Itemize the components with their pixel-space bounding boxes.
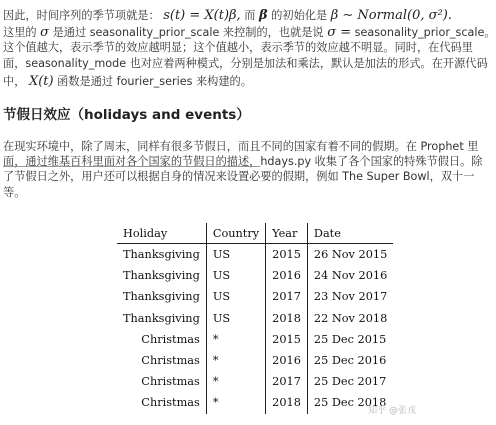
cell-country: US	[206, 308, 265, 329]
intro-line-5	[0, 74, 474, 89]
para-text: 收集了各个国家的特殊节假日。除	[311, 155, 483, 169]
cell-country: US	[206, 244, 265, 266]
intro-text: 因此，时间序列的季节项就是：	[3, 9, 160, 22]
beta-symbol: β	[259, 8, 268, 23]
cell-country: US	[206, 286, 265, 307]
intro-text: 中，	[3, 74, 26, 88]
intro-text: 是通过 seasonality_prior_scale 来控制的，也就是说	[52, 26, 324, 40]
holiday-paragraph	[0, 139, 483, 200]
holiday-table	[117, 223, 393, 414]
cell-country: *	[206, 392, 265, 413]
table-row	[117, 308, 393, 329]
cell-date: 25 Dec 2016	[313, 354, 387, 368]
intro-line-4: 面，seasonality_mode 也对应着两种模式，分别是加法和乘法，默认是加法的形式。在开源代码	[3, 56, 488, 70]
para-line-2	[0, 154, 483, 169]
header-year: Year	[266, 223, 308, 244]
cell-year: 2017	[266, 286, 308, 307]
cell-holiday: Christmas	[117, 350, 206, 371]
intro-text: 的初始化是	[271, 9, 328, 22]
cell-country: *	[206, 350, 265, 371]
cell-holiday: Christmas	[117, 392, 206, 413]
cell-date: 23 Nov 2017	[313, 290, 388, 304]
header-holiday: Holiday	[117, 223, 206, 244]
table-row	[117, 329, 393, 350]
header-date: Date	[307, 223, 393, 244]
cell-holiday: Thanksgiving	[117, 244, 206, 266]
section-heading: 节假日效应（holidays and events）	[3, 107, 250, 123]
intro-paragraph	[0, 8, 496, 89]
cell-country: US	[206, 265, 265, 286]
table-row	[117, 244, 393, 266]
intro-line-2	[0, 25, 496, 41]
cell-year: 2015	[266, 329, 308, 350]
cell-country: *	[206, 371, 265, 392]
cell-year: 2016	[266, 265, 308, 286]
intro-text: 这里的	[3, 26, 37, 40]
sigma-equation: σ =	[327, 25, 352, 41]
para-line-4: 等。	[3, 185, 26, 199]
table-row	[117, 371, 393, 392]
cell-date: 25 Dec 2015	[313, 332, 387, 346]
cell-date: 22 Nov 2018	[313, 311, 388, 325]
cell-date: 25 Dec 2017	[313, 375, 387, 389]
cell-date: 24 Nov 2016	[313, 269, 388, 283]
intro-text: 而	[244, 9, 256, 22]
cell-year: 2016	[266, 350, 308, 371]
cell-date: 25 Dec 2018	[313, 396, 387, 410]
intro-line-1	[0, 8, 474, 23]
table-row	[117, 392, 393, 413]
table-header-row	[117, 223, 393, 244]
cell-holiday: Thanksgiving	[117, 308, 206, 329]
hdays-file-name: hdays.py	[260, 155, 312, 169]
cell-holiday: Thanksgiving	[117, 265, 206, 286]
table-row	[117, 286, 393, 307]
para-line-1: 在现实环境中，除了周末，同样有很多节假日，而且不同的国家有着不同的假期。在 Prophet 里	[3, 140, 479, 153]
para-link-text[interactable]: 面，通过维基百科里面对各个国家的节假日的描述，	[3, 155, 261, 169]
table-row	[117, 350, 393, 371]
watermark: 知乎 @张戎	[368, 406, 416, 416]
intro-text: 函数是通过 fourier_series 来构建的。	[57, 74, 252, 88]
seasonal-formula: s(t) = X(t)β,	[163, 8, 241, 23]
x-function: X(t)	[28, 73, 54, 89]
cell-country: *	[206, 329, 265, 350]
cell-year: 2018	[266, 308, 308, 329]
header-country: Country	[206, 223, 265, 244]
cell-year: 2015	[266, 244, 308, 266]
cell-date: 26 Nov 2015	[313, 248, 388, 262]
para-line-3: 了节假日之外，用户还可以根据自身的情况来设置必要的假期，例如 The Super Bowl，双十一	[3, 170, 475, 184]
table-row	[117, 265, 393, 286]
cell-year: 2018	[266, 392, 308, 413]
cell-holiday: Christmas	[117, 371, 206, 392]
intro-line-3: 这个值越大，表示季节的效应越明显；这个值越小，表示季节的效应越不明显。同时，在代码里	[3, 41, 473, 55]
cell-year: 2017	[266, 371, 308, 392]
beta-prior-formula: β ∼ Normal(0, σ²).	[330, 8, 452, 23]
cell-holiday: Thanksgiving	[117, 286, 206, 307]
cell-holiday: Christmas	[117, 329, 206, 350]
sigma-symbol: σ	[40, 25, 50, 41]
intro-text: seasonality_prior_scale。	[354, 26, 496, 40]
